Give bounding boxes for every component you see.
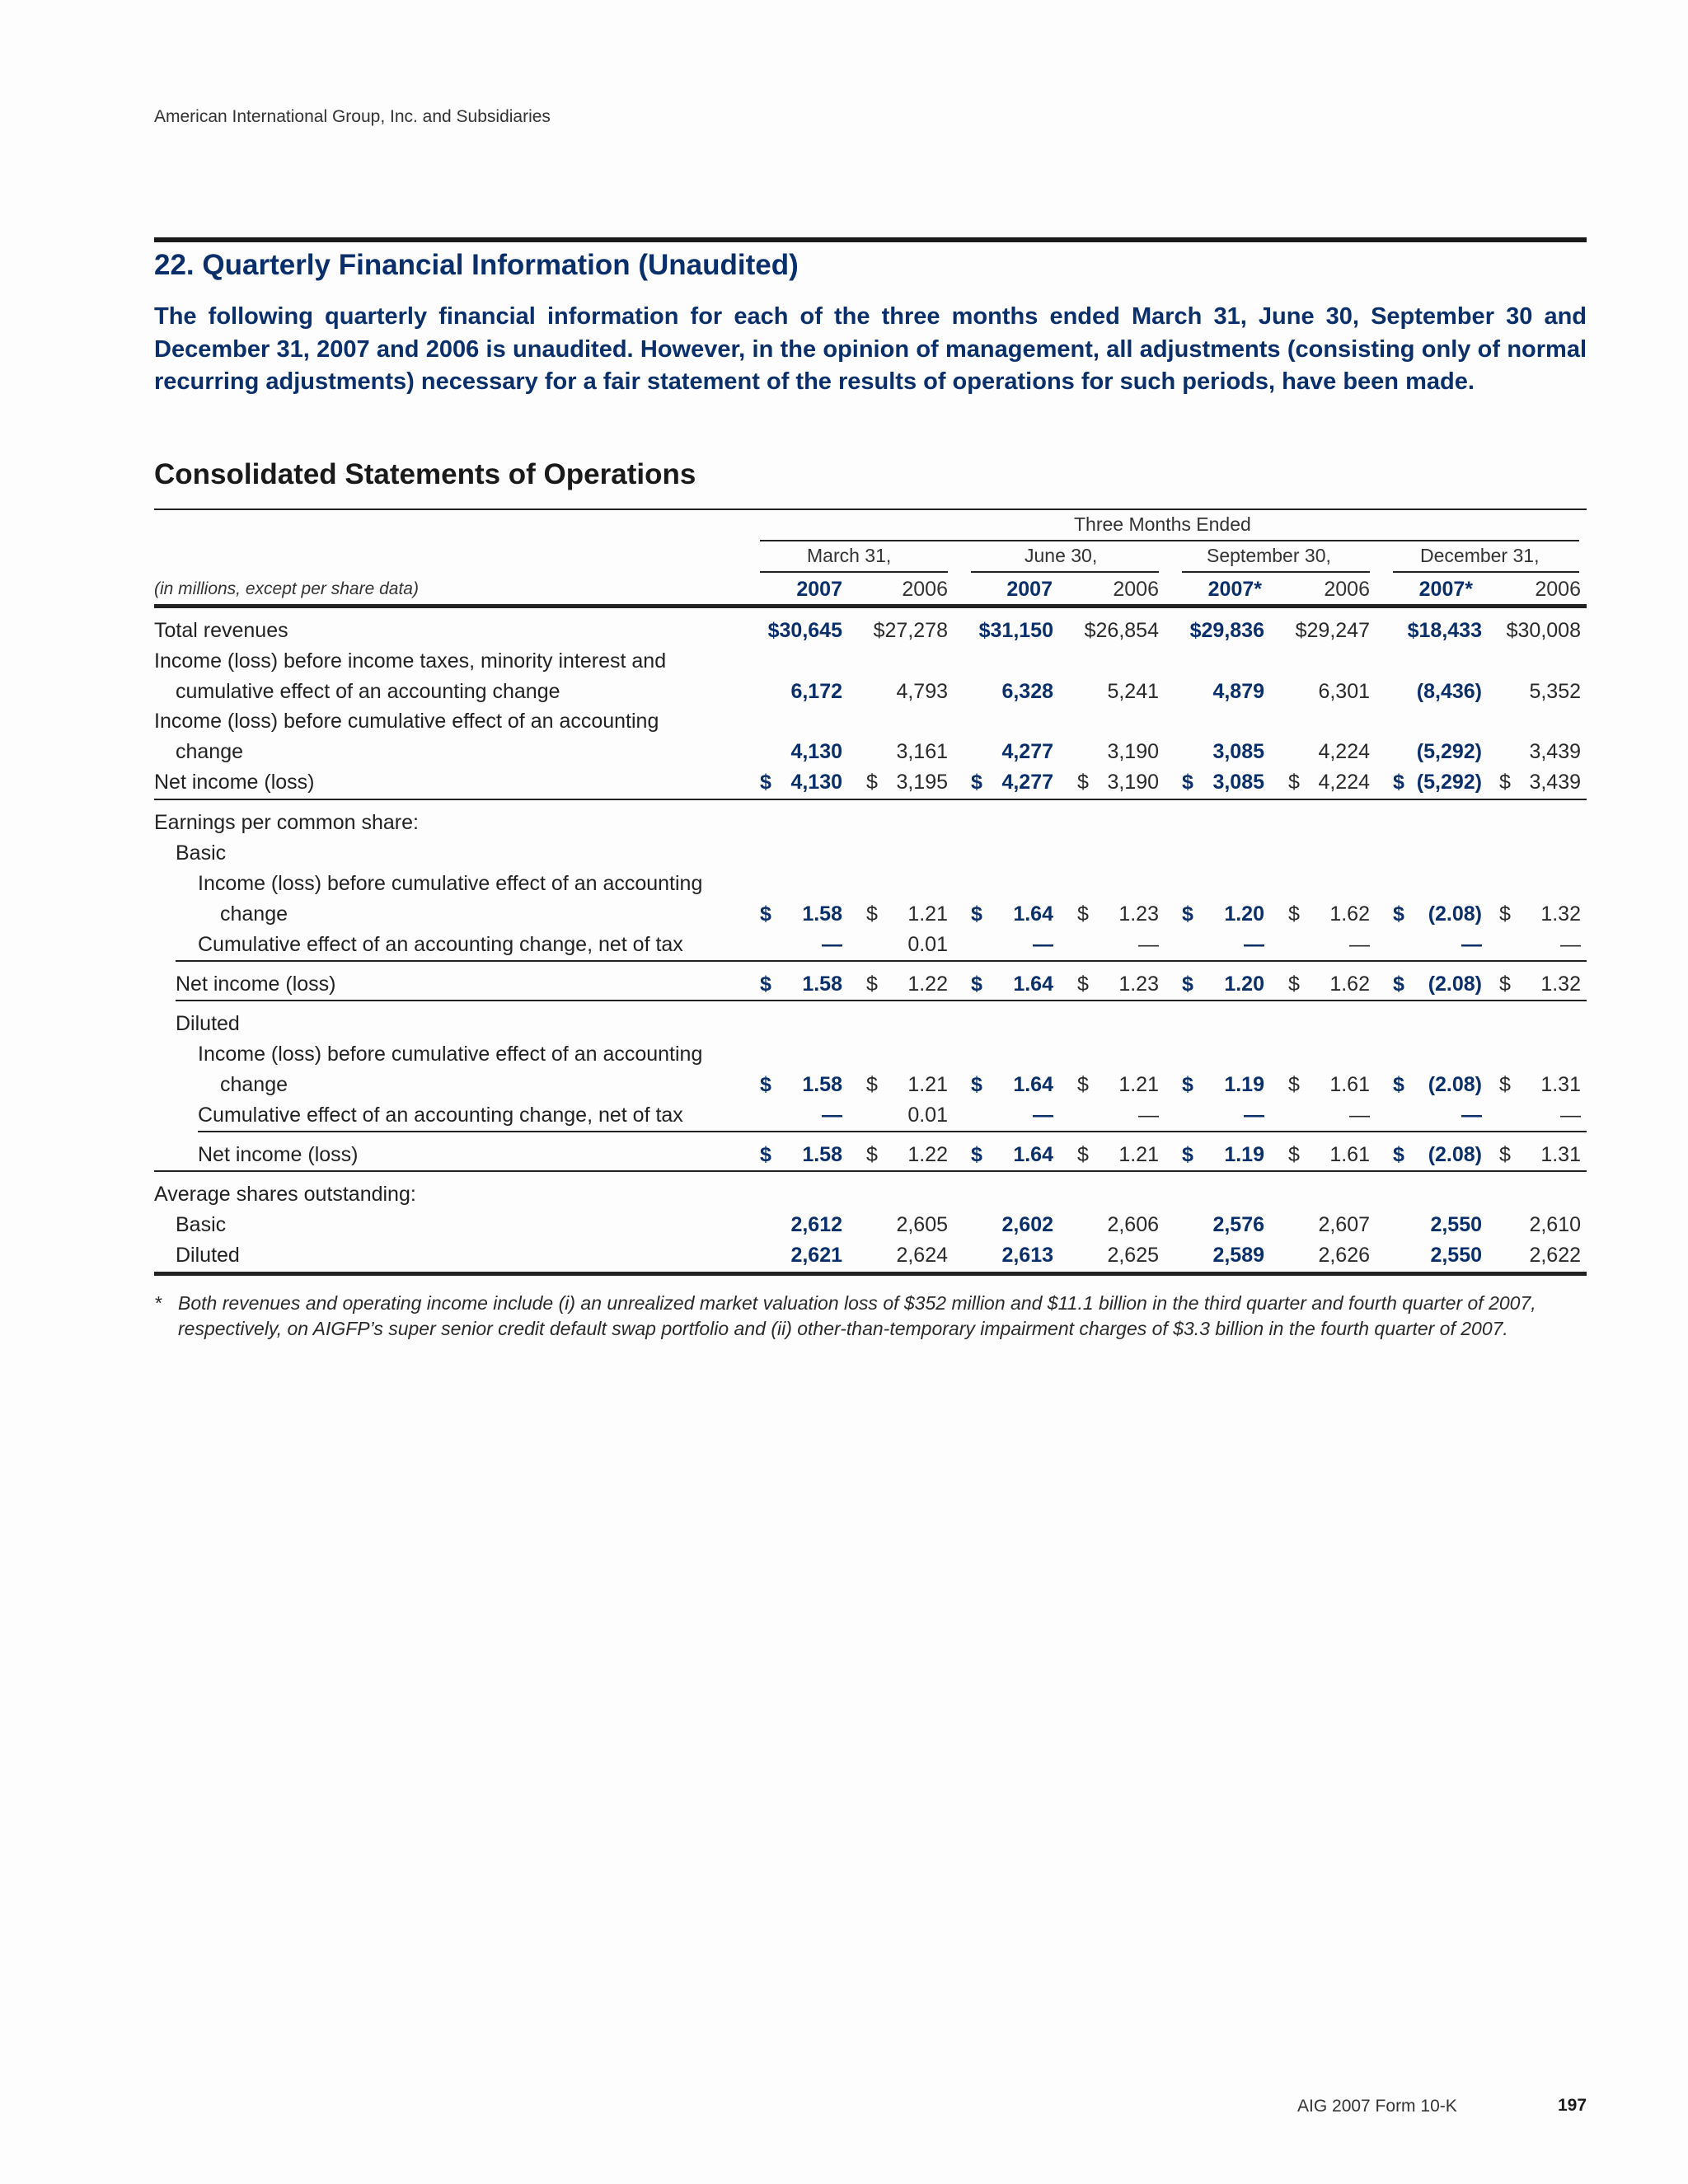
table-cell: — <box>1138 1104 1159 1127</box>
table-cell: — <box>1033 1104 1053 1127</box>
period-header: September 30, <box>1207 545 1331 566</box>
table-cell: 1.64 <box>1013 902 1053 926</box>
table-cell: — <box>822 933 842 956</box>
table-cell: 3,195 <box>896 771 948 794</box>
table-top-rule <box>154 509 1587 510</box>
section-title: 22. Quarterly Financial Information (Unaudited) <box>154 249 799 281</box>
table-cell: 2,605 <box>896 1213 948 1236</box>
currency-symbol: $ <box>1077 972 1089 996</box>
currency-symbol: $ <box>1182 771 1193 794</box>
table-cell: $31,150 <box>978 619 1053 642</box>
table-cell: 3,085 <box>1212 771 1264 794</box>
table-cell: — <box>1244 1104 1264 1127</box>
table-cell: 4,130 <box>790 740 842 763</box>
table-cell: 1.22 <box>907 972 948 996</box>
table-cell: $18,433 <box>1407 619 1482 642</box>
year-header: 2006 <box>1535 578 1581 601</box>
table-cell: 3,190 <box>1107 771 1159 794</box>
table-cell: 1.21 <box>1118 1143 1159 1166</box>
table-cell: (2.08) <box>1428 1143 1482 1166</box>
currency-symbol: $ <box>1077 902 1089 926</box>
period-rule <box>760 571 948 573</box>
currency-symbol: $ <box>760 771 771 794</box>
table-cell: (5,292) <box>1416 771 1482 794</box>
table-cell: 1.23 <box>1118 972 1159 996</box>
table-cell: 1.21 <box>907 902 948 926</box>
currency-symbol: $ <box>760 902 771 926</box>
table-cell: (2.08) <box>1428 1073 1482 1096</box>
intro-paragraph: The following quarterly financial information for each of the three months ended March 31, June 30, September 30 and December 31, 2007 and 2006 is unaudited. However, in the opinion of management, all adjustments (consisting only of normal recurring adjustments) necessary for a fair statement of the results of operations for such periods, have been made. <box>154 303 1587 395</box>
table-cell: 1.23 <box>1118 902 1159 926</box>
table-cell: $30,008 <box>1506 619 1581 642</box>
table-cell: 1.19 <box>1224 1073 1264 1096</box>
table-cell: 1.64 <box>1013 1073 1053 1096</box>
table-cell: 1.21 <box>1118 1073 1159 1096</box>
year-header: 2007* <box>1207 578 1262 601</box>
footnote-marker: * <box>154 1292 162 1314</box>
currency-symbol: $ <box>1288 771 1300 794</box>
currency-symbol: $ <box>1499 902 1511 926</box>
table-cell: 2,606 <box>1107 1213 1159 1236</box>
row-label: Diluted <box>176 1244 240 1267</box>
table-cell: 2,550 <box>1430 1244 1482 1267</box>
table-cell: 1.62 <box>1329 972 1370 996</box>
table-cell: — <box>1560 933 1581 956</box>
table-cell: 2,589 <box>1212 1244 1264 1267</box>
subtotal-rule <box>198 1131 1587 1132</box>
currency-symbol: $ <box>1499 1143 1511 1166</box>
row-label: Diluted <box>176 1012 240 1035</box>
currency-symbol: $ <box>1077 1073 1089 1096</box>
table-cell: 3,439 <box>1529 771 1581 794</box>
table-cell: 1.61 <box>1329 1073 1370 1096</box>
table-cell: 1.32 <box>1540 972 1581 996</box>
currency-symbol: $ <box>971 902 982 926</box>
row-label: change <box>220 1073 288 1096</box>
currency-symbol: $ <box>866 1073 878 1096</box>
period-rule <box>1393 571 1579 573</box>
year-header: 2006 <box>1324 578 1370 601</box>
period-rule <box>1182 571 1370 573</box>
table-cell: — <box>1033 933 1053 956</box>
footnote <box>154 1291 1572 1342</box>
currency-symbol: $ <box>866 972 878 996</box>
period-header: March 31, <box>807 545 892 566</box>
table-cell: (2.08) <box>1428 902 1482 926</box>
table-cell: 1.19 <box>1224 1143 1264 1166</box>
currency-symbol: $ <box>760 1143 771 1166</box>
table-cell: 4,277 <box>1001 740 1053 763</box>
year-header: 2006 <box>902 578 948 601</box>
row-label: Net income (loss) <box>154 771 315 794</box>
currency-symbol: $ <box>1499 1073 1511 1096</box>
currency-symbol: $ <box>1393 972 1404 996</box>
currency-symbol: $ <box>1393 771 1404 794</box>
table-cell: 3,439 <box>1529 740 1581 763</box>
table-cell: 1.20 <box>1224 902 1264 926</box>
table-cell: 1.58 <box>802 902 842 926</box>
year-header: 2006 <box>1113 578 1159 601</box>
table-cell: 1.31 <box>1540 1143 1581 1166</box>
super-header-rule <box>760 540 1579 541</box>
table-cell: 4,277 <box>1001 771 1053 794</box>
table-cell: 1.58 <box>802 1143 842 1166</box>
table-cell: 3,190 <box>1107 740 1159 763</box>
currency-symbol: $ <box>1499 972 1511 996</box>
currency-symbol: $ <box>760 1073 771 1096</box>
table-cell: 2,613 <box>1001 1244 1053 1267</box>
currency-symbol: $ <box>1288 1143 1300 1166</box>
subtotal-rule <box>154 1170 1587 1172</box>
currency-symbol: $ <box>1288 902 1300 926</box>
currency-symbol: $ <box>971 1073 982 1096</box>
table-cell: 1.64 <box>1013 1143 1053 1166</box>
row-label: Income (loss) before cumulative effect of an accounting <box>198 1043 703 1066</box>
currency-symbol: $ <box>1393 902 1404 926</box>
subtotal-rule <box>176 1000 1587 1001</box>
subtotal-rule <box>176 960 1587 962</box>
table-cell: 4,130 <box>790 771 842 794</box>
table-cell: 6,301 <box>1318 680 1370 703</box>
currency-symbol: $ <box>866 1143 878 1166</box>
table-cell: (8,436) <box>1416 680 1482 703</box>
table-cell: (5,292) <box>1416 740 1482 763</box>
row-label: Total revenues <box>154 619 288 642</box>
currency-symbol: $ <box>1288 972 1300 996</box>
table-cell: 5,241 <box>1107 680 1159 703</box>
table-cell: 2,621 <box>790 1244 842 1267</box>
table-cell: 2,624 <box>896 1244 948 1267</box>
table-cell: 0.01 <box>907 933 948 956</box>
table-cell: 1.64 <box>1013 972 1053 996</box>
net-income-rule <box>154 799 1587 800</box>
currency-symbol: $ <box>1077 1143 1089 1166</box>
row-label: Income (loss) before cumulative effect of an accounting <box>154 710 659 733</box>
row-label: Basic <box>176 1213 227 1236</box>
table-cell: 1.61 <box>1329 1143 1370 1166</box>
table-cell: 1.32 <box>1540 902 1581 926</box>
table-cell: — <box>822 1104 842 1127</box>
row-label: Basic <box>176 841 227 865</box>
period-rule <box>971 571 1159 573</box>
table-cell: — <box>1244 933 1264 956</box>
currency-symbol: $ <box>971 771 982 794</box>
currency-symbol: $ <box>1499 771 1511 794</box>
currency-symbol: $ <box>1182 972 1193 996</box>
row-label: Average shares outstanding: <box>154 1183 416 1206</box>
table-cell: — <box>1461 1104 1482 1127</box>
currency-symbol: $ <box>1077 771 1089 794</box>
table-cell: 1.20 <box>1224 972 1264 996</box>
row-label: change <box>220 902 288 926</box>
footnote-text: Both revenues and operating income include (i) an unrealized market valuation loss of $352 million and $11.1 billion in the third quarter and fourth quarter of 2007, respectively, on AIGFP’s super senior credit default swap portfolio and (ii) other-than-temporary impairment charges of $3.3 billion in the fourth quarter of 2007. <box>178 1292 1536 1339</box>
table-cell: 1.22 <box>907 1143 948 1166</box>
table-cell: $29,247 <box>1295 619 1370 642</box>
row-label: Income (loss) before income taxes, minority interest and <box>154 649 667 673</box>
table-cell: 4,793 <box>896 680 948 703</box>
table-title: Consolidated Statements of Operations <box>154 458 696 490</box>
row-label: change <box>176 740 244 763</box>
table-cell: 2,550 <box>1430 1213 1482 1236</box>
table-cell: 5,352 <box>1529 680 1581 703</box>
row-label: Cumulative effect of an accounting change, net of tax <box>198 1104 683 1127</box>
table-cell: — <box>1349 1104 1370 1127</box>
table-cell: — <box>1560 1104 1581 1127</box>
currency-symbol: $ <box>866 771 878 794</box>
table-cell: 0.01 <box>907 1104 948 1127</box>
units-label: (in millions, except per share data) <box>154 579 419 598</box>
table-cell: 2,610 <box>1529 1213 1581 1236</box>
table-cell: 2,602 <box>1001 1213 1053 1236</box>
table-cell: (2.08) <box>1428 972 1482 996</box>
section-top-rule <box>154 237 1587 242</box>
row-label: Income (loss) before cumulative effect of an accounting <box>198 872 703 895</box>
header-bottom-rule <box>154 604 1587 608</box>
table-cell: — <box>1349 933 1370 956</box>
table-cell: 2,576 <box>1212 1213 1264 1236</box>
table-cell: — <box>1461 933 1482 956</box>
table-cell: 1.58 <box>802 1073 842 1096</box>
table-cell: 3,161 <box>896 740 948 763</box>
footer-document-label: AIG 2007 Form 10-K <box>1297 2097 1457 2116</box>
currency-symbol: $ <box>760 972 771 996</box>
year-header: 2007 <box>1006 578 1053 601</box>
row-label: cumulative effect of an accounting change <box>176 680 560 703</box>
period-header: June 30, <box>1025 545 1098 566</box>
currency-symbol: $ <box>1288 1073 1300 1096</box>
table-cell: 2,607 <box>1318 1213 1370 1236</box>
super-header: Three Months Ended <box>1074 513 1251 535</box>
table-cell: $30,645 <box>767 619 842 642</box>
table-cell: 1.62 <box>1329 902 1370 926</box>
table-cell: 4,879 <box>1212 680 1264 703</box>
table-cell: 2,622 <box>1529 1244 1581 1267</box>
currency-symbol: $ <box>1182 1143 1193 1166</box>
table-cell: 2,626 <box>1318 1244 1370 1267</box>
currency-symbol: $ <box>1393 1073 1404 1096</box>
table-cell: 1.21 <box>907 1073 948 1096</box>
table-cell: 1.58 <box>802 972 842 996</box>
table-cell: 1.31 <box>1540 1073 1581 1096</box>
table-cell: $26,854 <box>1084 619 1159 642</box>
table-cell: 4,224 <box>1318 740 1370 763</box>
company-header: American International Group, Inc. and Subsidiaries <box>154 107 551 126</box>
table-bottom-rule <box>154 1272 1587 1276</box>
table-cell: 6,328 <box>1001 680 1053 703</box>
row-label: Net income (loss) <box>176 972 336 996</box>
row-label: Cumulative effect of an accounting change, net of tax <box>198 933 683 956</box>
currency-symbol: $ <box>971 1143 982 1166</box>
period-header: December 31, <box>1420 545 1540 566</box>
table-cell: 2,625 <box>1107 1244 1159 1267</box>
page-number: 197 <box>1558 2096 1587 2115</box>
currency-symbol: $ <box>971 972 982 996</box>
year-header: 2007* <box>1418 578 1473 601</box>
currency-symbol: $ <box>1182 902 1193 926</box>
row-label: Net income (loss) <box>198 1143 359 1166</box>
table-cell: 2,612 <box>790 1213 842 1236</box>
currency-symbol: $ <box>1393 1143 1404 1166</box>
table-cell: 3,085 <box>1212 740 1264 763</box>
year-header: 2007 <box>796 578 842 601</box>
table-cell: 6,172 <box>790 680 842 703</box>
currency-symbol: $ <box>866 902 878 926</box>
table-cell: $27,278 <box>873 619 948 642</box>
table-cell: — <box>1138 933 1159 956</box>
currency-symbol: $ <box>1182 1073 1193 1096</box>
row-label: Earnings per common share: <box>154 811 419 834</box>
table-cell: 4,224 <box>1318 771 1370 794</box>
table-cell: $29,836 <box>1189 619 1264 642</box>
